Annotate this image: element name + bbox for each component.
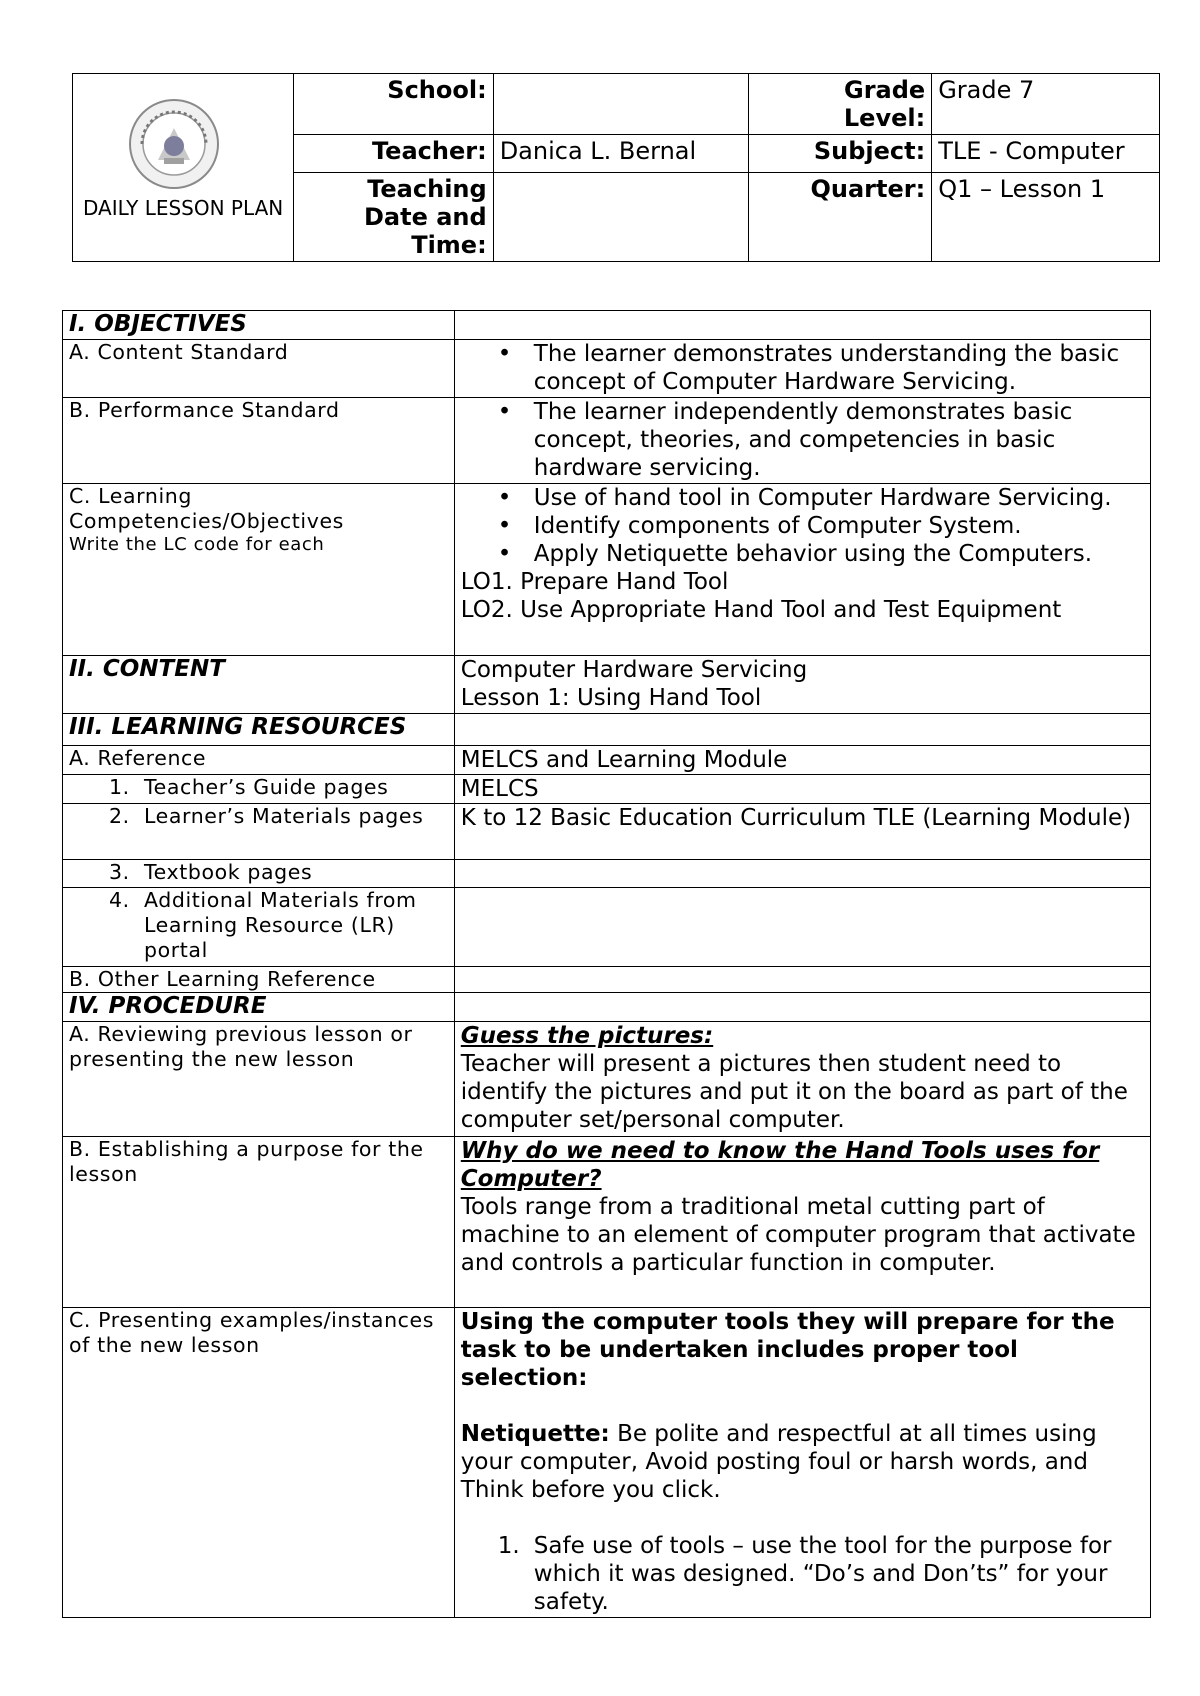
reference-value: MELCS and Learning Module — [454, 746, 1150, 775]
daily-lesson-plan-label: DAILY LESSON PLAN — [83, 196, 284, 220]
content-standard-label: A. Content Standard — [63, 340, 455, 398]
school-value — [493, 74, 749, 135]
item-number: 1. — [497, 1533, 520, 1559]
procedure-heading: IV. PROCEDURE — [63, 993, 455, 1022]
learners-materials-label: Learner’s Materials pages — [144, 804, 424, 828]
subject-value: TLE - Computer — [932, 135, 1160, 173]
content-heading: II. CONTENT — [63, 656, 455, 714]
table-row — [63, 398, 1151, 484]
competencies-note: Write the LC code for each — [69, 534, 325, 555]
table-row — [63, 714, 1151, 746]
procedure-c-label: C. Presenting examples/instances of the new lesson — [63, 1308, 455, 1618]
other-reference-label: B. Other Learning Reference — [63, 967, 455, 993]
competencies-label: C. Learning Competencies/Objectives — [69, 484, 344, 533]
procedure-a-heading: Guess the pictures: — [460, 1023, 714, 1049]
table-row — [63, 311, 1151, 340]
procedure-b-text: Tools range from a traditional metal cutting part of machine to an element of computer program that activate and controls a particular function in computer. — [460, 1194, 1136, 1276]
netiquette-paragraph — [461, 1420, 1144, 1504]
teachers-guide-value: MELCS — [454, 775, 1150, 804]
item-number: 3. — [109, 860, 130, 884]
table-row — [63, 804, 1151, 860]
other-reference-value — [454, 967, 1150, 993]
reference-label: A. Reference — [63, 746, 455, 775]
content-line-1: Computer Hardware Servicing — [460, 657, 808, 683]
lo1-text: LO1. Prepare Hand Tool — [460, 569, 729, 595]
additional-materials-label: Additional Materials from Learning Resource (LR) portal — [144, 888, 417, 962]
competency-item: • Identify components of Computer System. — [534, 512, 1144, 540]
content-line-2: Lesson 1: Using Hand Tool — [460, 685, 762, 711]
table-row — [63, 967, 1151, 993]
objectives-heading: I. OBJECTIVES — [63, 311, 455, 340]
additional-materials-value — [454, 888, 1150, 967]
deped-seal-logo — [128, 98, 220, 190]
grade-level-value: Grade 7 — [932, 74, 1160, 135]
table-row — [63, 888, 1151, 967]
grade-level-label: Grade Level: — [749, 74, 932, 135]
table-row — [63, 860, 1151, 888]
logo-cell — [73, 74, 294, 262]
netiquette-text: Be polite and respectful at all times using your computer, Avoid posting foul or harsh words, and Think before you click. — [460, 1421, 1097, 1503]
table-row — [63, 340, 1151, 398]
item-number: 1. — [109, 775, 130, 799]
content-standard-text: • The learner demonstrates understanding the basic concept of Computer Hardware Servicing. — [534, 340, 1144, 396]
teachers-guide-label: Teacher’s Guide pages — [144, 775, 389, 799]
procedure-b-heading: Why do we need to know the Hand Tools uses for Computer? — [460, 1138, 1100, 1192]
table-row — [63, 993, 1151, 1022]
textbook-pages-value — [454, 860, 1150, 888]
table-row — [63, 1022, 1151, 1137]
learning-resources-heading: III. LEARNING RESOURCES — [63, 714, 455, 746]
competency-item: • Use of hand tool in Computer Hardware Servicing. — [534, 484, 1144, 512]
item-number: 2. — [109, 804, 130, 828]
teaching-date-label: Teaching Date and Time: — [293, 173, 493, 262]
teaching-date-value — [493, 173, 749, 262]
performance-standard-label: B. Performance Standard — [63, 398, 455, 484]
table-row — [63, 775, 1151, 804]
procedure-b-label: B. Establishing a purpose for the lesson — [63, 1137, 455, 1308]
teacher-label: Teacher: — [293, 135, 493, 173]
procedure-a-label: A. Reviewing previous lesson or presenting the new lesson — [63, 1022, 455, 1137]
table-row — [63, 484, 1151, 656]
quarter-value: Q1 – Lesson 1 — [932, 173, 1160, 262]
procedure-c-heading: Using the computer tools they will prepare for the task to be undertaken includes proper tool selection: — [460, 1309, 1115, 1391]
table-row — [63, 1137, 1151, 1308]
lesson-plan-table — [62, 310, 1151, 1618]
item-number: 4. — [109, 888, 130, 912]
header-table — [72, 73, 1160, 262]
procedure-a-text: Teacher will present a pictures then student need to identify the pictures and put it on the board as part of the computer set/personal computer. — [460, 1051, 1128, 1133]
table-row — [63, 1308, 1151, 1618]
teacher-value: Danica L. Bernal — [493, 135, 749, 173]
competency-item: • Apply Netiquette behavior using the Computers. — [534, 540, 1144, 568]
textbook-pages-label: Textbook pages — [144, 860, 313, 884]
quarter-label: Quarter: — [749, 173, 932, 262]
table-row — [63, 746, 1151, 775]
netiquette-label: Netiquette: — [460, 1421, 610, 1447]
table-row — [63, 656, 1151, 714]
learners-materials-value: K to 12 Basic Education Curriculum TLE (Learning Module) — [454, 804, 1150, 860]
subject-label: Subject: — [749, 135, 932, 173]
school-label: School: — [293, 74, 493, 135]
performance-standard-text: • The learner independently demonstrates basic concept, theories, and competencies in basic hardware servicing. — [534, 398, 1144, 482]
safe-use-of-tools-text: Safe use of tools – use the tool for the purpose for which it was designed. “Do’s and Don’ts” for your safety. — [533, 1533, 1112, 1615]
lo2-text: LO2. Use Appropriate Hand Tool and Test Equipment — [460, 597, 1062, 623]
